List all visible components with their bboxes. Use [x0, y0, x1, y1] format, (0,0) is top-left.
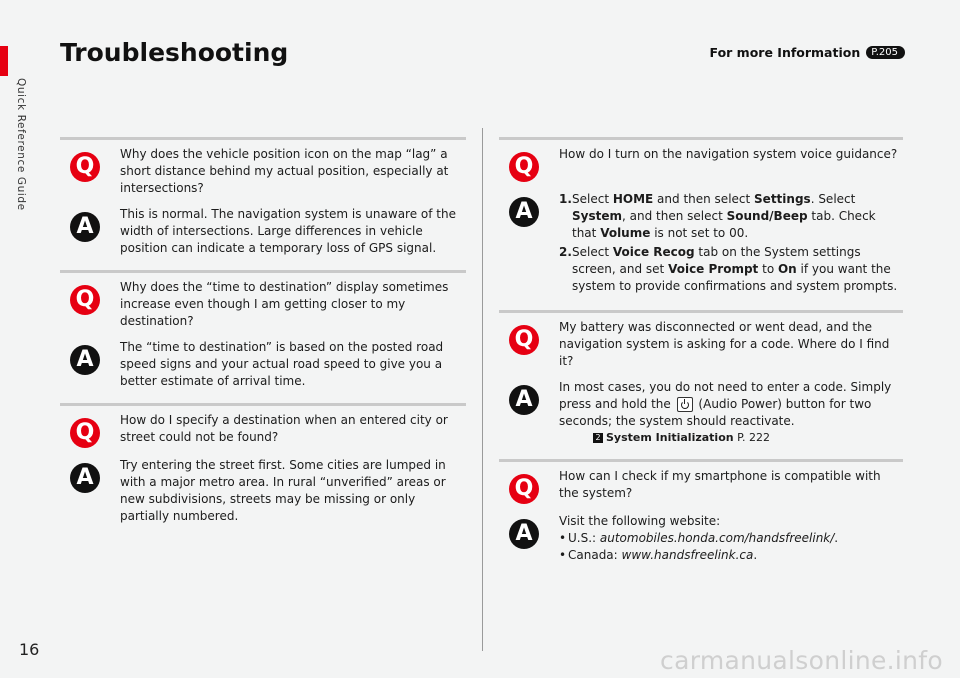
website-link[interactable]: automobiles.honda.com/handsfreelink/: [599, 531, 835, 545]
answer-row: [499, 513, 903, 564]
q-badge-icon: Q: [70, 418, 100, 448]
step-text: , and then select: [622, 209, 727, 223]
answer-text: Try entering the street first. Some cities are lumped in with a major metro area. In rural “unverified” areas or new subdivisions, streets may be missing or only partially numbered.: [120, 458, 446, 523]
a-badge-icon: A: [70, 345, 100, 375]
ui-term: Settings: [754, 192, 811, 206]
q-badge-icon: Q: [70, 152, 100, 182]
ui-term: System: [572, 209, 622, 223]
page-ref-text: P.205: [871, 47, 898, 58]
a-badge-icon: A: [70, 212, 100, 242]
left-column: [60, 137, 466, 538]
step-number: 1.: [559, 192, 572, 206]
ui-term: Voice Recog: [612, 245, 695, 259]
question-row: [60, 146, 466, 197]
answer-text-part: (Audio Power) button for two seconds; the system should reactivate.: [559, 397, 872, 428]
qa-block: [499, 310, 903, 459]
step-text: tab. Check that: [572, 209, 876, 240]
step-text: . Select: [810, 192, 856, 206]
right-column: [499, 137, 903, 577]
page-ref-badge[interactable]: [866, 46, 905, 59]
answer-row: [60, 339, 466, 390]
page-number: 16: [19, 640, 40, 659]
column-divider: [482, 128, 483, 651]
question-row: [499, 468, 903, 504]
q-badge-icon: Q: [70, 285, 100, 315]
q-badge-icon: Q: [509, 152, 539, 182]
question-row: [60, 279, 466, 330]
xref-arrow-icon: 2: [593, 433, 603, 443]
question-text: How do I turn on the navigation system voice guidance?: [559, 147, 898, 161]
site-end: .: [753, 548, 758, 562]
q-badge-icon: Q: [509, 325, 539, 355]
qa-block: [60, 270, 466, 403]
website-item: [559, 530, 838, 547]
answer-row: [499, 379, 903, 446]
ui-term: Sound/Beep: [726, 209, 808, 223]
a-badge-icon: A: [509, 197, 539, 227]
ui-term: Volume: [600, 226, 651, 240]
voice-guidance-steps: [559, 191, 903, 297]
step-number: 2.: [559, 245, 572, 259]
question-row: [499, 319, 903, 370]
step-text: is not set to 00.: [650, 226, 749, 240]
question-text: My battery was disconnected or went dead, and the navigation system is asking for a code. Where do I find it?: [559, 320, 890, 368]
more-info-label: For more Information: [709, 45, 861, 60]
side-label: Quick Reference Guide: [15, 78, 27, 211]
question-text: Why does the vehicle position icon on the map “lag” a short distance behind my actual position, especially at intersections?: [120, 147, 449, 195]
answer-row: [499, 191, 903, 297]
ui-term: HOME: [612, 192, 654, 206]
question-text: How can I check if my smartphone is compatible with the system?: [559, 469, 881, 500]
question-text: How do I specify a destination when an entered city or street could not be found?: [120, 413, 448, 444]
qa-block: [60, 137, 466, 270]
site-end: .: [834, 531, 839, 545]
answer-row: [60, 206, 466, 257]
answer-content: [559, 513, 838, 564]
ui-term: On: [777, 262, 797, 276]
step-text: Select: [572, 192, 613, 206]
step-text: if you want the system to provide confirmations and system prompts.: [572, 262, 898, 293]
a-badge-icon: A: [70, 463, 100, 493]
answer-text: This is normal. The navigation system is unaware of the width of intersections. Large differences in vehicle position can indicate a temporary loss of GPS signal.: [120, 207, 456, 255]
website-list: [559, 530, 838, 564]
site-label: Canada:: [568, 548, 622, 562]
step-item: [559, 244, 903, 295]
page-title: Troubleshooting: [60, 38, 289, 67]
xref-page: P. 222: [733, 431, 770, 444]
site-label: U.S.:: [568, 531, 600, 545]
more-info-link[interactable]: [710, 45, 905, 60]
answer-content: [559, 379, 903, 446]
question-text: Why does the “time to destination” display sometimes increase even though I am getting closer to my destination?: [120, 280, 449, 328]
cross-reference-link[interactable]: [593, 430, 903, 446]
ui-term: Voice Prompt: [668, 262, 759, 276]
step-text: Select: [572, 245, 613, 259]
step-text: to: [758, 262, 778, 276]
answer-text-part: In most cases, you do not need to enter a code. Simply press and hold the: [559, 380, 892, 411]
question-row: [60, 412, 466, 448]
website-link[interactable]: www.handsfreelink.ca: [621, 548, 754, 562]
a-badge-icon: A: [509, 519, 539, 549]
xref-label: System Initialization: [606, 431, 734, 444]
answer-text: [559, 379, 903, 430]
qa-block: [499, 137, 903, 310]
step-text: tab on the System settings screen, and set: [572, 245, 861, 276]
step-text: and then select: [653, 192, 755, 206]
step-item: [559, 191, 903, 242]
answer-row: [60, 457, 466, 525]
website-item: [559, 547, 838, 564]
a-badge-icon: A: [509, 385, 539, 415]
answer-text: Visit the following website:: [559, 514, 721, 528]
power-button-icon: [677, 397, 693, 412]
qa-block: [60, 403, 466, 538]
section-tab-marker: [0, 46, 8, 76]
answer-text: The “time to destination” is based on the posted road speed signs and your actual road speed to give you a better estimate of arrival time.: [120, 340, 444, 388]
question-row: [499, 146, 903, 182]
q-badge-icon: Q: [509, 474, 539, 504]
watermark: carmanualsonline.info: [660, 646, 943, 675]
qa-block: [499, 459, 903, 577]
